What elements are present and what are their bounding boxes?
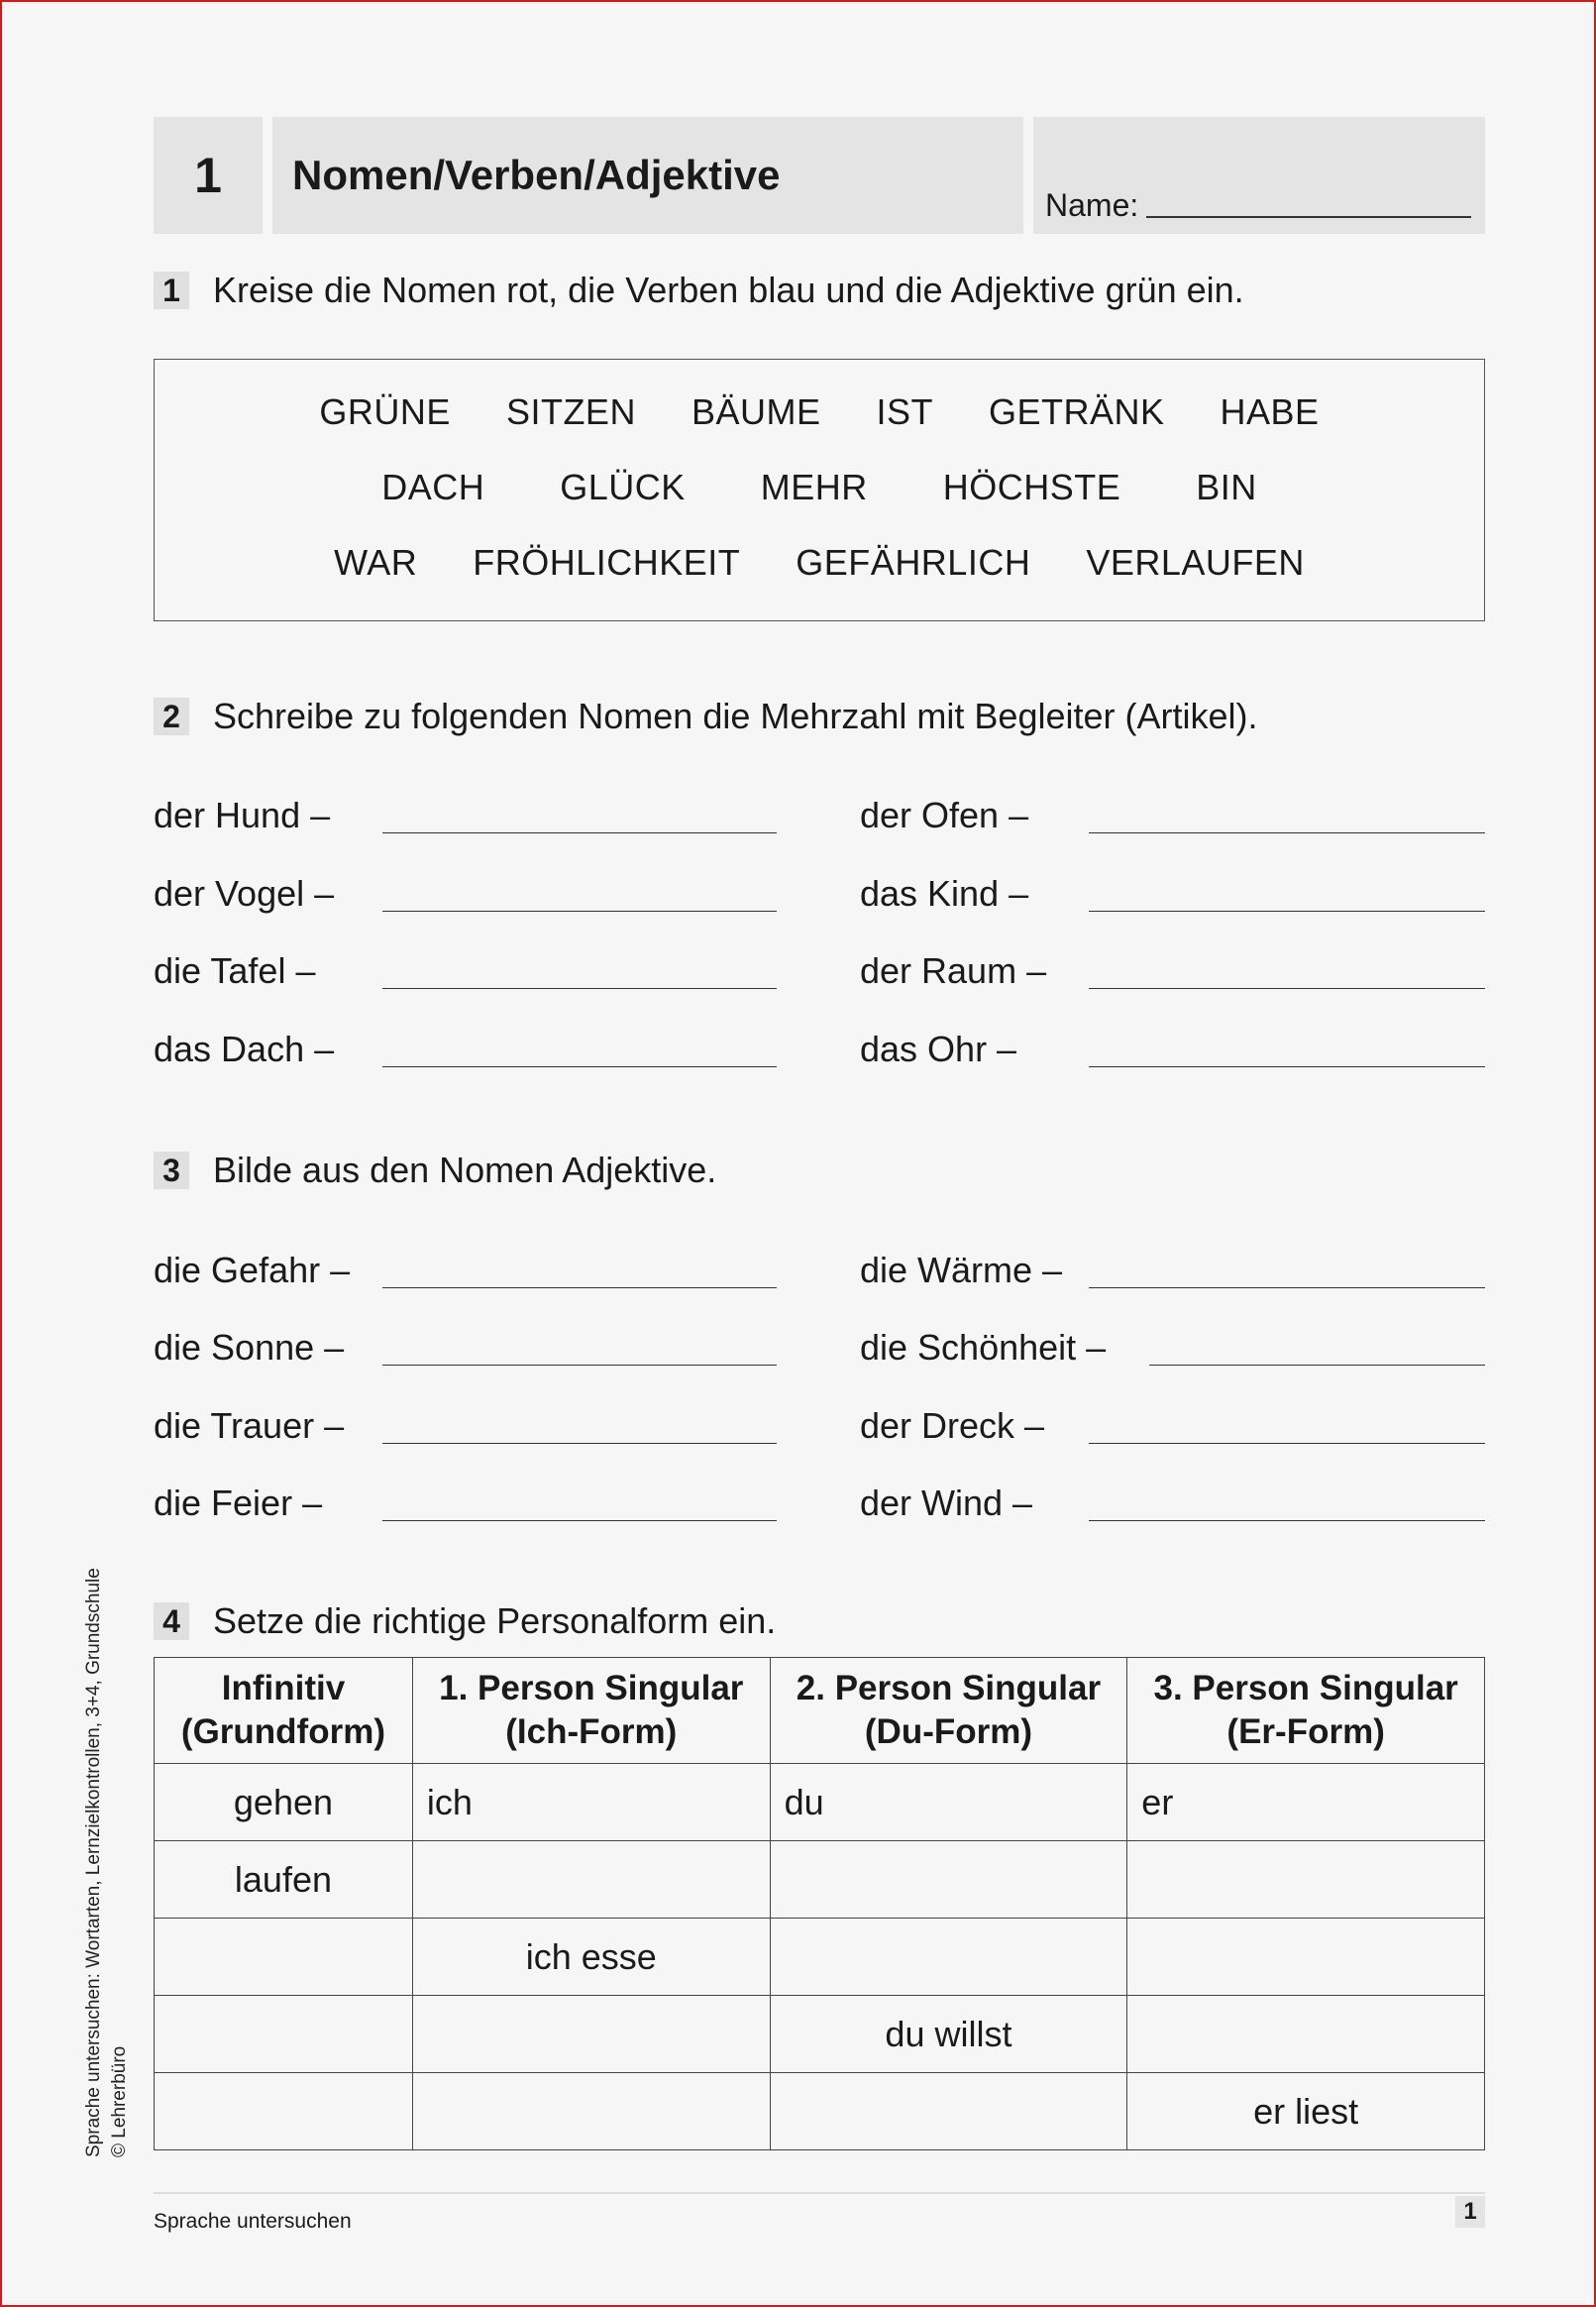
table-cell[interactable] xyxy=(155,1919,413,1996)
task-3-instruction: Bilde aus den Nomen Adjektive. xyxy=(213,1150,717,1190)
answer-line[interactable] xyxy=(382,1066,777,1067)
task-3-heading xyxy=(154,1150,716,1191)
word[interactable]: MEHR xyxy=(760,467,868,507)
adjective-prompt: die Wärme – xyxy=(860,1250,1063,1290)
table-cell[interactable] xyxy=(1127,1919,1485,1996)
plural-prompt: der Hund – xyxy=(154,795,331,835)
table-cell[interactable] xyxy=(770,1919,1127,1996)
worksheet-number: 1 xyxy=(154,117,263,234)
table-row xyxy=(155,1996,1485,2073)
adjective-prompt: die Schönheit – xyxy=(860,1327,1107,1368)
plural-prompt: der Vogel – xyxy=(154,873,335,914)
adjective-prompt: die Sonne – xyxy=(154,1327,345,1368)
word[interactable]: SITZEN xyxy=(505,391,636,432)
answer-line[interactable] xyxy=(382,832,777,833)
answer-line[interactable] xyxy=(1149,1365,1485,1366)
word[interactable]: BÄUME xyxy=(691,391,821,432)
footer-text: Sprache untersuchen xyxy=(154,2210,352,2233)
task-1-heading xyxy=(154,270,1244,311)
table-cell[interactable] xyxy=(412,2073,770,2150)
table-row xyxy=(155,1919,1485,1996)
word[interactable]: DACH xyxy=(381,467,485,507)
answer-line[interactable] xyxy=(1089,911,1485,912)
task-4-heading xyxy=(154,1600,776,1642)
conjugation-table xyxy=(154,1657,1485,2150)
answer-line[interactable] xyxy=(1089,988,1485,989)
answer-line[interactable] xyxy=(382,1520,777,1521)
answer-line[interactable] xyxy=(1089,1520,1485,1521)
header-infinitive: Infinitiv (Grundform) xyxy=(155,1658,413,1764)
answer-line[interactable] xyxy=(1089,1287,1485,1288)
word[interactable]: VERLAUFEN xyxy=(1086,542,1305,583)
answer-line[interactable] xyxy=(382,1365,777,1366)
word[interactable]: HÖCHSTE xyxy=(942,467,1121,507)
side-copyright xyxy=(81,1568,133,2157)
plural-prompt: die Tafel – xyxy=(154,950,316,991)
worksheet-header xyxy=(154,117,1485,234)
adjective-prompt: der Dreck – xyxy=(860,1405,1045,1446)
name-field[interactable] xyxy=(1033,117,1485,234)
word[interactable]: GETRÄNK xyxy=(989,391,1165,432)
task-2-heading xyxy=(154,696,1258,737)
table-cell[interactable]: du xyxy=(770,1764,1127,1841)
header-first-person: 1. Person Singular (Ich-Form) xyxy=(412,1658,770,1764)
answer-line[interactable] xyxy=(382,1287,777,1288)
answer-line[interactable] xyxy=(382,1443,777,1444)
word[interactable]: HABE xyxy=(1220,391,1320,432)
table-cell[interactable] xyxy=(770,2073,1127,2150)
header-third-person: 3. Person Singular (Er-Form) xyxy=(1127,1658,1485,1764)
table-cell[interactable] xyxy=(412,1841,770,1919)
word[interactable]: BIN xyxy=(1196,467,1257,507)
task-2-instruction: Schreibe zu folgenden Nomen die Mehrzahl mit Begleiter (Artikel). xyxy=(213,696,1258,736)
word-row-3 xyxy=(155,542,1484,584)
task-4-number: 4 xyxy=(154,1602,189,1640)
task-4-instruction: Setze die richtige Personalform ein. xyxy=(213,1600,777,1641)
adjective-prompt: die Gefahr – xyxy=(154,1250,351,1290)
plural-prompt: der Raum – xyxy=(860,950,1047,991)
task-2-number: 2 xyxy=(154,698,189,735)
footer-divider xyxy=(154,2192,1485,2194)
word[interactable]: FRÖHLICHKEIT xyxy=(473,542,741,583)
word[interactable]: WAR xyxy=(334,542,418,583)
word[interactable]: GRÜNE xyxy=(319,391,451,432)
table-cell[interactable] xyxy=(1127,1841,1485,1919)
side-source-line: Sprache untersuchen: Wortarten, Lernzielkontrollen, 3+4, Grundschule xyxy=(83,1568,104,2157)
table-cell[interactable]: er xyxy=(1127,1764,1485,1841)
plural-prompt: das Dach – xyxy=(154,1029,335,1069)
page-number: 1 xyxy=(1455,2196,1485,2228)
table-cell[interactable]: ich xyxy=(412,1764,770,1841)
task-1-number: 1 xyxy=(154,272,189,309)
table-cell[interactable]: du willst xyxy=(770,1996,1127,2073)
word[interactable]: GLÜCK xyxy=(560,467,686,507)
plural-prompt: das Ohr – xyxy=(860,1029,1017,1069)
header-second-person: 2. Person Singular (Du-Form) xyxy=(770,1658,1127,1764)
answer-line[interactable] xyxy=(1089,832,1485,833)
word-row-1 xyxy=(155,391,1484,433)
adjective-prompt: der Wind – xyxy=(860,1483,1033,1523)
table-cell[interactable]: er liest xyxy=(1127,2073,1485,2150)
answer-line[interactable] xyxy=(382,911,777,912)
table-cell[interactable] xyxy=(1127,1996,1485,2073)
table-cell[interactable] xyxy=(155,1996,413,2073)
word-box xyxy=(154,359,1485,621)
table-header-row xyxy=(155,1658,1485,1764)
table-cell[interactable]: laufen xyxy=(155,1841,413,1919)
answer-line[interactable] xyxy=(1089,1443,1485,1444)
task-1-instruction: Kreise die Nomen rot, die Verben blau und die Adjektive grün ein. xyxy=(213,270,1244,310)
table-cell[interactable] xyxy=(412,1996,770,2073)
word-row-2 xyxy=(155,467,1484,508)
worksheet-title: Nomen/Verben/Adjektive xyxy=(272,117,1023,234)
name-line[interactable] xyxy=(1146,216,1471,218)
task-3-number: 3 xyxy=(154,1152,189,1189)
table-cell[interactable] xyxy=(770,1841,1127,1919)
answer-line[interactable] xyxy=(382,988,777,989)
table-row xyxy=(155,1841,1485,1919)
table-cell[interactable]: gehen xyxy=(155,1764,413,1841)
word[interactable]: GEFÄHRLICH xyxy=(796,542,1031,583)
word[interactable]: IST xyxy=(876,391,933,432)
table-cell[interactable]: ich esse xyxy=(412,1919,770,1996)
adjective-prompt: die Trauer – xyxy=(154,1405,345,1446)
plural-prompt: der Ofen – xyxy=(860,795,1029,835)
table-cell[interactable] xyxy=(155,2073,413,2150)
answer-line[interactable] xyxy=(1089,1066,1485,1067)
table-row xyxy=(155,1764,1485,1841)
table-row xyxy=(155,2073,1485,2150)
plural-prompt: das Kind – xyxy=(860,873,1029,914)
adjective-prompt: die Feier – xyxy=(154,1483,323,1523)
side-publisher-line: © Lehrerbüro xyxy=(109,2045,130,2157)
name-label: Name: xyxy=(1045,187,1139,223)
